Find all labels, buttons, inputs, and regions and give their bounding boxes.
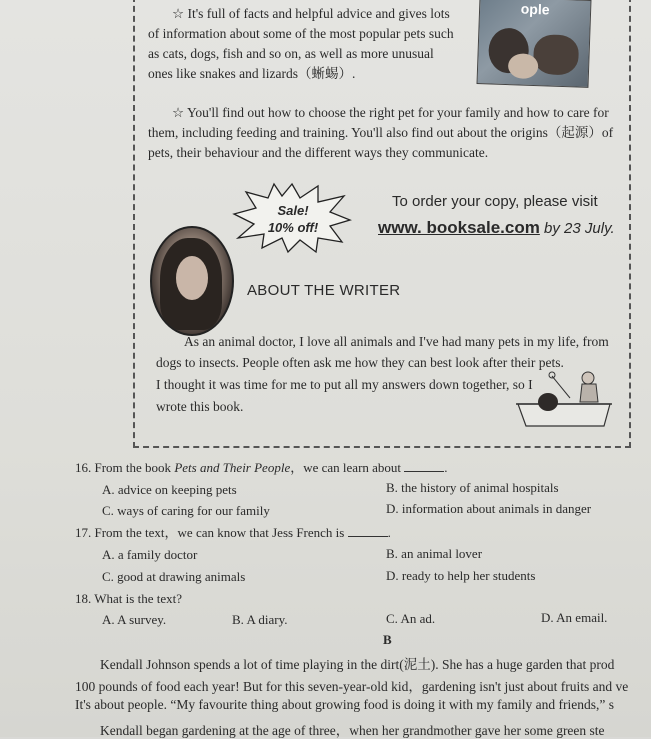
para1-line-2: of information about some of the most popular pets such <box>148 26 454 41</box>
order-url-link[interactable]: www. booksale.com <box>378 218 540 237</box>
order-url-line <box>378 218 615 238</box>
q16-option-d[interactable]: D. information about animals in danger <box>386 501 592 516</box>
section-b-line-4: Kendall began gardening at the age of three，when her grandmother gave her some green ste <box>100 723 605 738</box>
order-instruction: To order your copy, please visit <box>392 193 598 210</box>
about-line-2: dogs to insects. People often ask me how they can best look after their pets. <box>156 355 564 370</box>
para1-line-4: ones like snakes and lizards（蜥蜴）. <box>148 66 356 81</box>
book-cover-title: ople <box>520 0 550 18</box>
para2-line-1: ☆ You'll find out how to choose the right pet for your family and how to care for <box>172 105 609 120</box>
q16-option-c[interactable]: C. ways of caring for our family <box>102 503 270 518</box>
sale-line-1: Sale! <box>277 203 309 218</box>
about-line-4: wrote this book. <box>156 399 244 414</box>
sale-label <box>258 202 328 236</box>
section-b-line-2: 100 pounds of food each year! But for this seven-year-old kid，gardening isn't just about fruits and ve <box>75 679 629 694</box>
writer-portrait-image <box>150 226 234 336</box>
q17-option-a[interactable]: A. a family doctor <box>102 547 198 562</box>
para2-line-2: them, including feeding and training. You'll also find out about the origins（起源）of <box>148 125 614 140</box>
q16-option-a[interactable]: A. advice on keeping pets <box>102 482 237 497</box>
q18-option-c[interactable]: C. An ad. <box>386 611 436 626</box>
q17-option-b[interactable]: B. an animal lover <box>386 546 483 561</box>
question-16-stem: 16. From the book Pets and Their People，we can learn about . <box>75 460 448 475</box>
para1-line-1: ☆ It's full of facts and helpful advice and gives lots <box>172 6 450 21</box>
section-b-heading: B <box>383 632 392 647</box>
section-b-line-3: It's about people. “My favourite thing about growing food is doing it with my family and friends,” s <box>75 697 614 712</box>
q17-option-d[interactable]: D. ready to help her students <box>386 568 536 583</box>
q18-option-a[interactable]: A. A survey. <box>102 612 167 627</box>
answer-blank[interactable] <box>348 524 388 537</box>
order-deadline: by 23 July. <box>539 220 615 237</box>
question-18-stem: 18. What is the text? <box>75 591 182 606</box>
para1-line-3: as cats, dogs, fish and so on, as well as more unusual <box>148 46 434 61</box>
star-icon: ☆ <box>172 105 185 120</box>
about-line-1: As an animal doctor, I love all animals and I've had many pets in my life, from <box>184 334 609 349</box>
about-line-3: I thought it was time for me to put all my answers down together, so I <box>156 377 533 392</box>
section-b-line-1: Kendall Johnson spends a lot of time playing in the dirt(泥土). She has a huge garden that prod <box>100 657 615 672</box>
pet-bath-illustration-icon <box>512 368 616 432</box>
q18-option-b[interactable]: B. A diary. <box>232 612 288 627</box>
star-icon: ☆ <box>172 6 185 21</box>
sale-line-2: 10% off! <box>267 220 319 235</box>
q17-option-c[interactable]: C. good at drawing animals <box>102 569 246 584</box>
about-writer-heading: ABOUT THE WRITER <box>247 282 401 299</box>
book-title: Pets and Their People <box>174 460 291 475</box>
book-cover-image <box>476 0 591 88</box>
para2-line-3: pets, their behaviour and the different ways they communicate. <box>148 145 489 160</box>
question-17-stem: 17. From the text，we can know that Jess French is . <box>75 525 391 540</box>
q18-option-d[interactable]: D. An email. <box>541 610 608 625</box>
answer-blank[interactable] <box>404 459 444 472</box>
q16-option-b[interactable]: B. the history of animal hospitals <box>386 480 559 495</box>
